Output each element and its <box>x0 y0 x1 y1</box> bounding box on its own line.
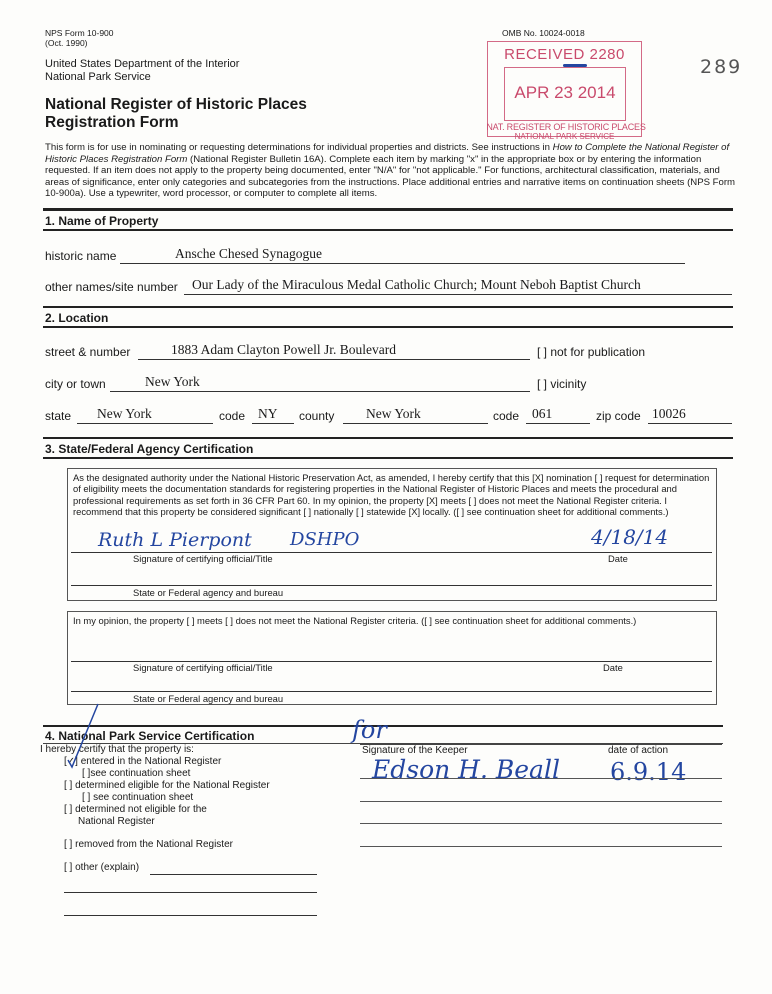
section-1-heading: 1. Name of Property <box>45 214 159 228</box>
keeper-line-3 <box>360 823 722 824</box>
service: National Park Service <box>45 71 151 83</box>
not-for-publication-checkbox[interactable]: [ ] not for publication <box>537 345 646 359</box>
county-code-value: 061 <box>532 406 553 421</box>
continuation-sheet-checkbox[interactable]: [ ]see continuation sheet <box>82 768 191 779</box>
signature-caption: Signature of certifying official/Title <box>133 662 273 673</box>
determined-not-eligible-checkbox[interactable]: [ ] determined not eligible for the <box>64 804 207 815</box>
certifying-title: DSHPO <box>290 529 360 550</box>
other-explain-line-3[interactable] <box>64 904 317 916</box>
agency-line <box>71 691 712 692</box>
intro-italic: How to Complete the National Register of Historic Places Registration Form <box>45 142 730 165</box>
city-value: New York <box>145 374 200 389</box>
state-code-field[interactable] <box>252 408 294 424</box>
form-title-line2: Registration Form <box>45 114 179 131</box>
other-explain-line-2[interactable] <box>64 881 317 893</box>
action-date: 6.9.14 <box>610 758 687 786</box>
form-date: (Oct. 1990) <box>45 38 88 48</box>
keeper-prefix: for <box>352 716 387 744</box>
zip-label: zip code <box>596 409 641 423</box>
intro-text-2: (National Register Bulletin 16A). Complete each item by marking "x" in the appropriate box or by entering the information requested. If an item does not apply to the property being documented, enter "N/A" for "not applicable." For functions, architectural classification, materials, and areas of significance, enter only categories and subcategories from the instructions. Place additional entries and narrative items on continuation sheets (NPS Form 10-900a). Use a typewriter, word processor, or computer to complete all items. <box>45 153 736 200</box>
street-value: 1883 Adam Clayton Powell Jr. Boulevard <box>171 342 396 357</box>
certification-text: As the designated authority under the National Historic Preservation Act, as amended, I hereby certify that this [X] nomination [ ] request for determination of eligibility meets the documentation standards for registering properties in the National Register of Historic Places and meets the procedural and professional requirements as set forth in 36 CFR Part 60. In my opinion, the property [X] meets [ ] does not meet the National Register criteria. I recommend that this property be considered significant [ ] nationally [ ] statewide [X] locally. ([ ] see continuation sheet for additional comments.) <box>73 472 710 518</box>
ink-mark <box>563 64 587 67</box>
street-label: street & number <box>45 345 131 359</box>
section-2-heading: 2. Location <box>45 311 109 325</box>
county-value: New York <box>366 406 421 421</box>
opinion-text: In my opinion, the property [ ] meets [ ] does not meet the National Register criteria. ([ ] see continuation sheet for additional comments.) <box>73 615 637 626</box>
stamp-received: RECEIVED 2280 <box>504 46 625 63</box>
county-code-label: code <box>493 409 520 423</box>
section-divider <box>43 457 733 459</box>
zip-value: 10026 <box>652 406 686 421</box>
certification-box-1 <box>67 468 717 601</box>
page-number-mark: 289 <box>700 56 743 78</box>
certifying-date: 4/18/14 <box>591 525 669 549</box>
keeper-line-2 <box>360 801 722 802</box>
county-code-field[interactable] <box>526 408 590 424</box>
certification-box-2 <box>67 611 717 705</box>
form-number: NPS Form 10-900 <box>45 28 114 38</box>
historic-name-label: historic name <box>45 249 117 263</box>
keeper-label: Signature of the Keeper <box>362 745 468 756</box>
zip-field[interactable] <box>648 408 732 424</box>
state-label: state <box>45 409 72 423</box>
date-caption: Date <box>608 553 628 564</box>
city-field[interactable] <box>110 376 530 392</box>
county-label: county <box>299 409 335 423</box>
state-field[interactable] <box>77 408 213 424</box>
keeper-line-4 <box>360 846 722 847</box>
entered-in-register-checkbox[interactable]: [✓] entered in the National Register <box>64 756 222 767</box>
keeper-signature: Edson H. Beall <box>372 755 560 784</box>
other-names-field[interactable] <box>184 279 732 295</box>
instructions-paragraph <box>45 142 745 200</box>
certifying-signature: Ruth L Pierpont <box>98 529 252 551</box>
street-field[interactable] <box>138 344 530 360</box>
determined-eligible-checkbox[interactable]: [ ] determined eligible for the National Register <box>64 780 270 791</box>
state-code-value: NY <box>258 406 278 421</box>
checkmark-icon <box>60 700 110 770</box>
county-field[interactable] <box>343 408 488 424</box>
determined-not-eligible-label: National Register <box>78 816 155 827</box>
agency-caption: State or Federal agency and bureau <box>133 587 284 598</box>
stamp-line1: NAT. REGISTER OF HISTORIC PLACES <box>486 122 646 132</box>
omb-number: OMB No. 10024-0018 <box>502 28 585 38</box>
stamp-date: APR 23 2014 <box>514 83 616 102</box>
agency-line <box>71 585 712 586</box>
section-divider <box>43 326 733 328</box>
other-names-label: other names/site number <box>45 280 178 294</box>
other-explain-checkbox[interactable]: [ ] other (explain) <box>64 862 140 873</box>
city-label: city or town <box>45 377 106 391</box>
date-caption: Date <box>603 662 623 673</box>
received-stamp <box>486 41 646 141</box>
section-divider <box>43 208 733 211</box>
signature-caption: Signature of certifying official/Title <box>133 553 273 564</box>
historic-name-field[interactable] <box>120 248 685 264</box>
intro-text-1: This form is for use in nominating or requesting determinations for individual properties and districts. See instructions in <box>45 142 553 153</box>
nps-certify-intro: I hereby certify that the property is: <box>40 744 194 755</box>
stamp-date-box <box>504 67 626 121</box>
other-explain-field[interactable] <box>150 862 317 875</box>
stamp-line2: NATIONAL PARK SERVICE <box>514 132 615 141</box>
section-3-heading: 3. State/Federal Agency Certification <box>45 442 254 456</box>
section-divider <box>43 306 733 308</box>
date-of-action-label: date of action <box>608 745 669 756</box>
agency-caption: State or Federal agency and bureau <box>133 693 284 704</box>
other-names-value: Our Lady of the Miraculous Medal Catholic Church; Mount Neboh Baptist Church <box>192 277 641 292</box>
state-code-label: code <box>219 409 246 423</box>
vicinity-checkbox[interactable]: [ ] vicinity <box>537 377 587 391</box>
keeper-line-1 <box>360 778 722 779</box>
historic-name-value: Ansche Chesed Synagogue <box>175 246 322 261</box>
form-title-line1: National Register of Historic Places <box>45 96 307 113</box>
section-divider <box>43 437 733 439</box>
department: United States Department of the Interior <box>45 58 240 70</box>
state-value: New York <box>97 406 152 421</box>
continuation-sheet-checkbox-2[interactable]: [ ] see continuation sheet <box>82 792 194 803</box>
removed-from-register-checkbox[interactable]: [ ] removed from the National Register <box>64 839 233 850</box>
section-divider <box>43 229 733 231</box>
section-4-heading: 4. National Park Service Certification <box>45 729 255 743</box>
